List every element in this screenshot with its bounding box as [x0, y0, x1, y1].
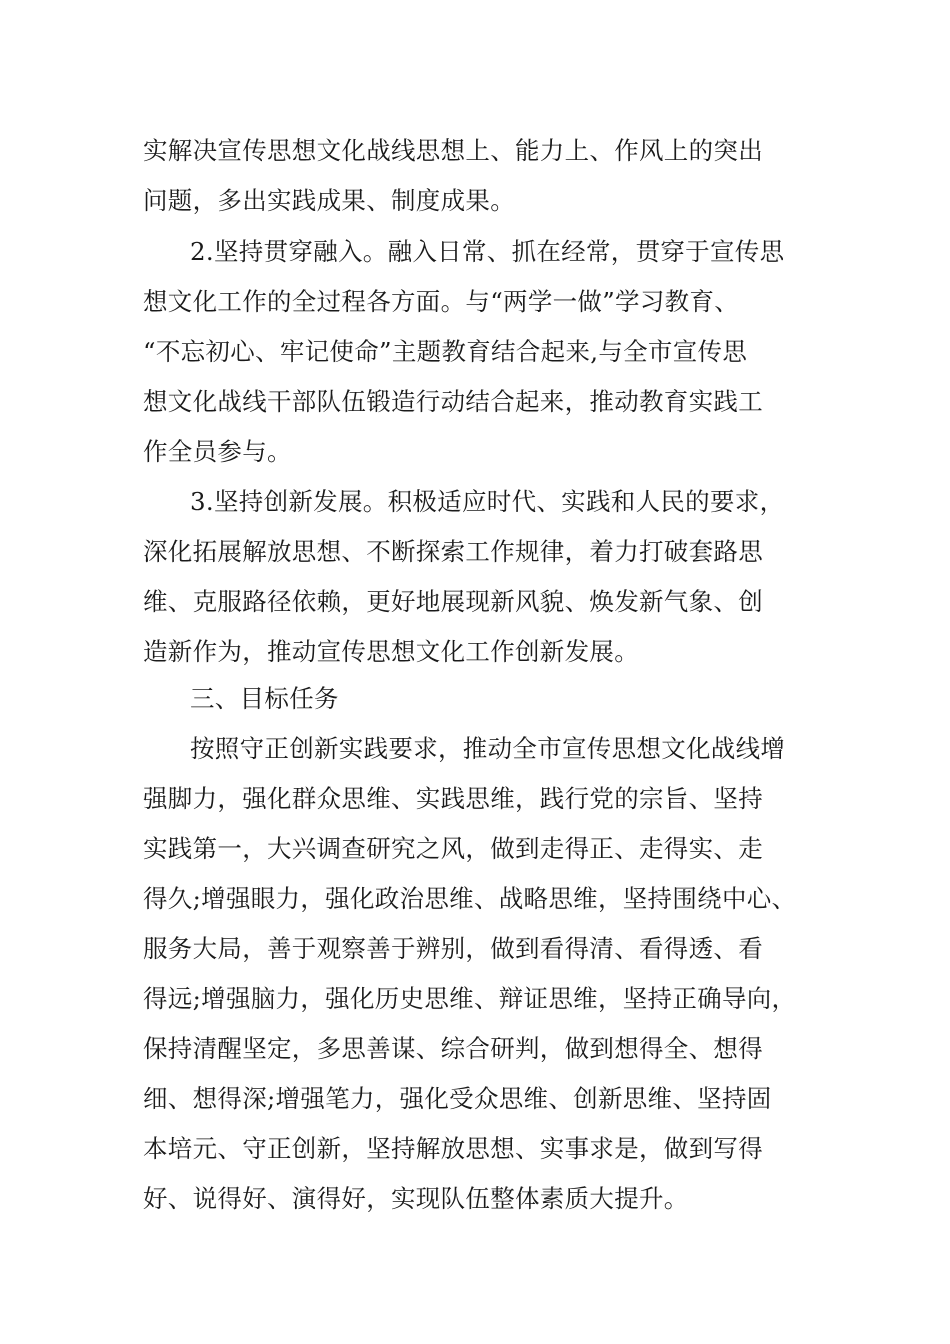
text-line: 本培元、守正创新，坚持解放思想、实事求是，做到写得	[143, 1134, 763, 1163]
text-line: 作全员参与。	[143, 437, 292, 466]
text-line: 好、说得好、演得好，实现队伍整体素质大提升。	[143, 1184, 689, 1213]
text-line: 问题，多出实践成果、制度成果。	[143, 186, 515, 215]
text-line: “不忘初心、牢记使命”主题教育结合起来,与全市宣传思	[143, 337, 748, 366]
text-line: 得远;增强脑力，强化历史思维、辩证思维，坚持正确导向，	[143, 984, 797, 1013]
paragraph-heading-2: 2.坚持贯穿融入。融入日常、抓在经常，贯穿于宣传思	[190, 237, 785, 266]
text-line: 保持清醒坚定，多思善谋、综合研判，做到想得全、想得	[143, 1034, 763, 1063]
text-line: 实解决宣传思想文化战线思想上、能力上、作风上的突出	[143, 136, 763, 165]
section-heading: 三、目标任务	[190, 684, 339, 713]
text-line: 服务大局，善于观察善于辨别，做到看得清、看得透、看	[143, 934, 763, 963]
paragraph-heading-3: 3.坚持创新发展。积极适应时代、实践和人民的要求，	[190, 487, 785, 516]
text-line: 得久;增强眼力，强化政治思维、战略思维，坚持围绕中心、	[143, 884, 797, 913]
text-line: 细、想得深;增强笔力，强化受众思维、创新思维、坚持固	[143, 1084, 772, 1113]
text-line: 想文化工作的全过程各方面。与“两学一做”学习教育、	[143, 287, 740, 316]
text-line: 实践第一，大兴调查研究之风，做到走得正、走得实、走	[143, 834, 763, 863]
text-line: 深化拓展解放思想、不断探索工作规律，着力打破套路思	[143, 537, 763, 566]
text-line: 想文化战线干部队伍锻造行动结合起来，推动教育实践工	[143, 387, 763, 416]
text-line: 强脚力，强化群众思维、实践思维，践行党的宗旨、坚持	[143, 784, 763, 813]
text-line: 造新作为，推动宣传思想文化工作创新发展。	[143, 637, 639, 666]
text-line: 维、克服路径依赖，更好地展现新风貌、焕发新气象、创	[143, 587, 763, 616]
text-line: 按照守正创新实践要求，推动全市宣传思想文化战线增	[190, 734, 786, 763]
